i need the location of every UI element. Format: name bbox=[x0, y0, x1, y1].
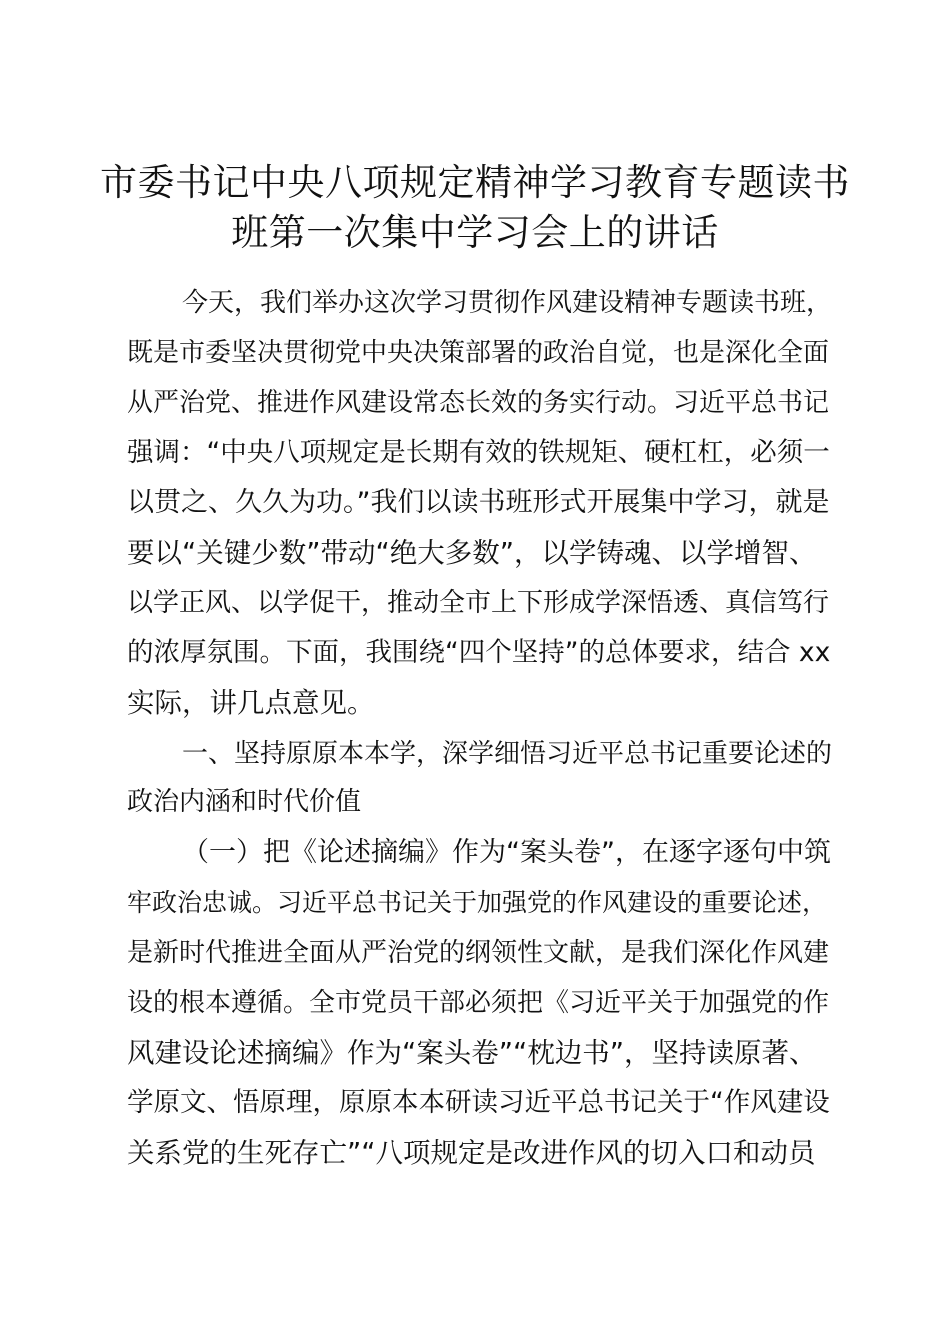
paragraph-2-line-2: 牢政治忠诚。习近平总书记关于加强党的作风建设的重要论述， bbox=[127, 888, 828, 917]
paragraph-1-line-7: 以学正风、以学促干，推动全市上下形成学深悟透、真信笃行 bbox=[127, 588, 830, 618]
paragraph-1-line-8: 的浓厚氛围。下面，我围绕“四个坚持”的总体要求，结合 xx bbox=[127, 637, 831, 668]
paragraph-2-line-5: 风建设论述摘编》作为“案头卷”“枕边书”，坚持读原著、 bbox=[127, 1037, 817, 1069]
paragraph-2-line-6: 学原文、悟原理，原原本本研读习近平总书记关于“作风建设 bbox=[127, 1087, 830, 1118]
paragraph-1-line-6: 要以“关键少数”带动“绝大多数”，以学铸魂、以学增智、 bbox=[127, 537, 817, 569]
paragraph-2-line-7: 关系党的生死存亡”“八项规定是改进作风的切入口和动员 bbox=[127, 1137, 816, 1169]
paragraph-1-line-5: 以贯之、久久为功。”我们以读书班形式开展集中学习，就是 bbox=[127, 487, 830, 518]
paragraph-1-line-3: 从严治党、推进作风建设常态长效的务实行动。习近平总书记 bbox=[127, 388, 830, 418]
paragraph-1-line-2: 既是市委坚决贯彻党中央决策部署的政治自觉，也是深化全面 bbox=[127, 338, 830, 368]
paragraph-2-line-3: 是新时代推进全面从严治党的纲领性文献，是我们深化作风建 bbox=[127, 938, 830, 968]
document-title-line-2: 班第一次集中学习会上的讲话 bbox=[231, 211, 719, 254]
paragraph-1-line-1: 今天，我们举办这次学习贯彻作风建设精神专题读书班， bbox=[182, 288, 833, 318]
paragraph-2-line-1: （一）把《论述摘编》作为“案头卷”，在逐字逐句中筑 bbox=[182, 837, 831, 868]
paragraph-2-line-4: 设的根本遵循。全市党员干部必须把《习近平关于加强党的作 bbox=[127, 988, 830, 1018]
section-heading-1-line-1: 一、坚持原原本本学，深学细悟习近平总书记重要论述的 bbox=[182, 739, 833, 769]
paragraph-1-line-9: 实际，讲几点意见。 bbox=[127, 687, 375, 719]
paragraph-1-line-4: 强调：“中央八项规定是长期有效的铁规矩、硬杠杠，必须一 bbox=[127, 437, 830, 468]
document-title-line-1: 市委书记中央八项规定精神学习教育专题读书 bbox=[100, 161, 850, 204]
section-heading-1-line-2: 政治内涵和时代价值 bbox=[127, 787, 362, 817]
